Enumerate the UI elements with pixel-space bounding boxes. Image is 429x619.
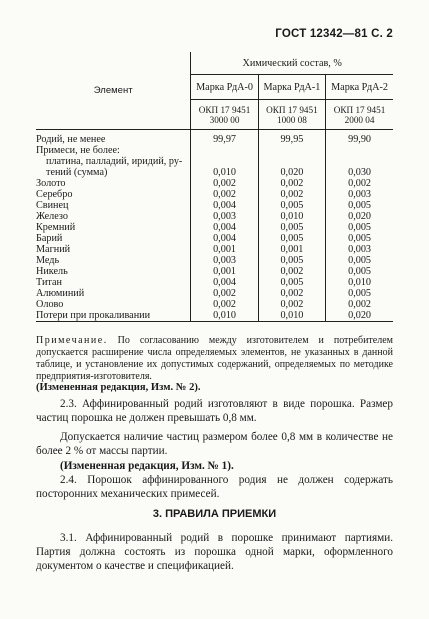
element-name: Серебро bbox=[36, 189, 73, 200]
composition-value: 0,005 bbox=[258, 222, 325, 233]
composition-value: 0,001 bbox=[191, 244, 258, 255]
composition-value: 0,002 bbox=[258, 288, 325, 299]
composition-value: 0,020 bbox=[326, 211, 393, 222]
element-column-header: Элемент bbox=[36, 52, 191, 130]
composition-value: 99,97 bbox=[191, 134, 258, 145]
chemical-composition-table bbox=[36, 52, 393, 322]
composition-value bbox=[258, 156, 325, 167]
okp-code: ОКП 17 9451 3000 00 bbox=[191, 100, 258, 130]
element-name: тений (сумма) bbox=[46, 167, 108, 178]
composition-value: 0,010 bbox=[258, 310, 325, 322]
grade-header: Марка РдА-2 bbox=[326, 75, 393, 100]
element-name: Примеси, не более: bbox=[36, 145, 120, 156]
composition-value bbox=[191, 145, 258, 156]
composition-value bbox=[258, 145, 325, 156]
composition-value: 0,003 bbox=[326, 244, 393, 255]
composition-value: 0,002 bbox=[258, 189, 325, 200]
composition-value: 0,020 bbox=[326, 310, 393, 322]
paragraph-3-1: 3.1. Аффинированный родий в порошке принимают партиями. Партия должна состоять из порошка одной марки, оформленного документом о качестве и спецификацией. bbox=[36, 532, 393, 572]
composition-value: 0,003 bbox=[191, 255, 258, 266]
table-row bbox=[36, 156, 393, 167]
paragraph-2-3-addendum: Допускается наличие частиц размером более 0,8 мм в количестве не более 2 % от массы партии. bbox=[36, 431, 393, 457]
table-row bbox=[36, 200, 393, 211]
composition-value bbox=[326, 145, 393, 156]
composition-value: 0,001 bbox=[258, 244, 325, 255]
composition-value: 0,005 bbox=[326, 288, 393, 299]
section-3-title: 3. ПРАВИЛА ПРИЕМКИ bbox=[152, 508, 277, 520]
composition-value: 0,005 bbox=[258, 233, 325, 244]
element-name: Медь bbox=[36, 255, 60, 266]
okp-code: ОКП 17 9451 2000 04 bbox=[326, 100, 393, 130]
table-row bbox=[36, 178, 393, 189]
composition-value: 0,005 bbox=[326, 255, 393, 266]
composition-value: 0,005 bbox=[326, 200, 393, 211]
page-header: ГОСТ 12342—81 С. 2 bbox=[275, 28, 393, 40]
table-row bbox=[36, 211, 393, 222]
element-name: Кремний bbox=[36, 222, 76, 233]
element-name: Родий, не менее bbox=[36, 134, 106, 145]
element-name: Олово bbox=[36, 299, 64, 310]
composition-value: 0,010 bbox=[191, 167, 258, 178]
table-row bbox=[36, 255, 393, 266]
composition-value: 0,002 bbox=[258, 299, 325, 310]
composition-value: 0,004 bbox=[191, 200, 258, 211]
composition-value: 0,010 bbox=[191, 310, 258, 322]
element-name: Железо bbox=[36, 211, 68, 222]
composition-value: 0,002 bbox=[191, 288, 258, 299]
paragraph-2-3-revision: (Измененная редакция, Изм. № 1). bbox=[60, 460, 234, 472]
composition-value: 0,004 bbox=[191, 222, 258, 233]
table-row bbox=[36, 189, 393, 200]
composition-value: 0,002 bbox=[191, 189, 258, 200]
grade-header: Марка РдА-0 bbox=[191, 75, 258, 100]
composition-value: 0,002 bbox=[326, 299, 393, 310]
composition-value: 0,005 bbox=[258, 255, 325, 266]
table-row bbox=[36, 167, 393, 178]
table-row bbox=[36, 134, 393, 145]
element-name: Свинец bbox=[36, 200, 69, 211]
element-name: Титан bbox=[36, 277, 62, 288]
note-revision: (Измененная редакция, Изм. № 2). bbox=[36, 382, 201, 393]
composition-value: 0,002 bbox=[326, 178, 393, 189]
composition-value: 0,002 bbox=[258, 178, 325, 189]
composition-value: 0,002 bbox=[191, 299, 258, 310]
composition-value: 0,003 bbox=[191, 211, 258, 222]
composition-value: 0,010 bbox=[326, 277, 393, 288]
element-name: Барий bbox=[36, 233, 63, 244]
paragraph-2-3: 2.3. Аффинированный родий изготовляют в виде порошка. Размер частиц порошка не должен превышать 0,8 мм. bbox=[36, 398, 393, 424]
composition-value: 0,020 bbox=[258, 167, 325, 178]
table-row bbox=[36, 222, 393, 233]
table-row bbox=[36, 299, 393, 310]
element-name: платина, палладий, иридий, ру- bbox=[46, 156, 183, 167]
composition-value: 0,001 bbox=[191, 266, 258, 277]
element-name: Никель bbox=[36, 266, 68, 277]
composition-value bbox=[326, 156, 393, 167]
element-name: Магний bbox=[36, 244, 71, 255]
composition-value: 0,005 bbox=[326, 222, 393, 233]
composition-value: 0,003 bbox=[326, 189, 393, 200]
grade-header: Марка РдА-1 bbox=[258, 75, 325, 100]
composition-value: 99,95 bbox=[258, 134, 325, 145]
table-row bbox=[36, 244, 393, 255]
composition-value: 0,002 bbox=[258, 266, 325, 277]
okp-code: ОКП 17 9451 1000 08 bbox=[258, 100, 325, 130]
table-row bbox=[36, 266, 393, 277]
composition-value: 0,005 bbox=[258, 200, 325, 211]
table-row bbox=[36, 277, 393, 288]
composition-value: 0,004 bbox=[191, 233, 258, 244]
composition-value: 0,010 bbox=[258, 211, 325, 222]
composition-value: 0,030 bbox=[326, 167, 393, 178]
table-note: Примечание. По согласованию между изготовителем и потребителем допускается расширение числа определяемых элементов, не указанных в данной таблице, и установление их допустимых содержаний, определяемых по методике предприятия-изготовителя. bbox=[36, 335, 393, 382]
table-row bbox=[36, 310, 393, 322]
element-name: Золото bbox=[36, 178, 66, 189]
composition-value: 0,005 bbox=[326, 266, 393, 277]
paragraph-2-4: 2.4. Порошок аффинированного родия не должен содержать посторонних механических примесей. bbox=[36, 474, 393, 500]
table-row bbox=[36, 145, 393, 156]
element-name: Потери при прокаливании bbox=[36, 310, 191, 322]
element-name: Алюминий bbox=[36, 288, 85, 299]
composition-value: 0,004 bbox=[191, 277, 258, 288]
composition-value: 0,005 bbox=[326, 233, 393, 244]
composition-value: 99,90 bbox=[326, 134, 393, 145]
chem-composition-header: Химический состав, % bbox=[191, 52, 393, 75]
table-row bbox=[36, 288, 393, 299]
composition-value bbox=[191, 156, 258, 167]
composition-value: 0,005 bbox=[258, 277, 325, 288]
composition-value: 0,002 bbox=[191, 178, 258, 189]
table-row bbox=[36, 233, 393, 244]
